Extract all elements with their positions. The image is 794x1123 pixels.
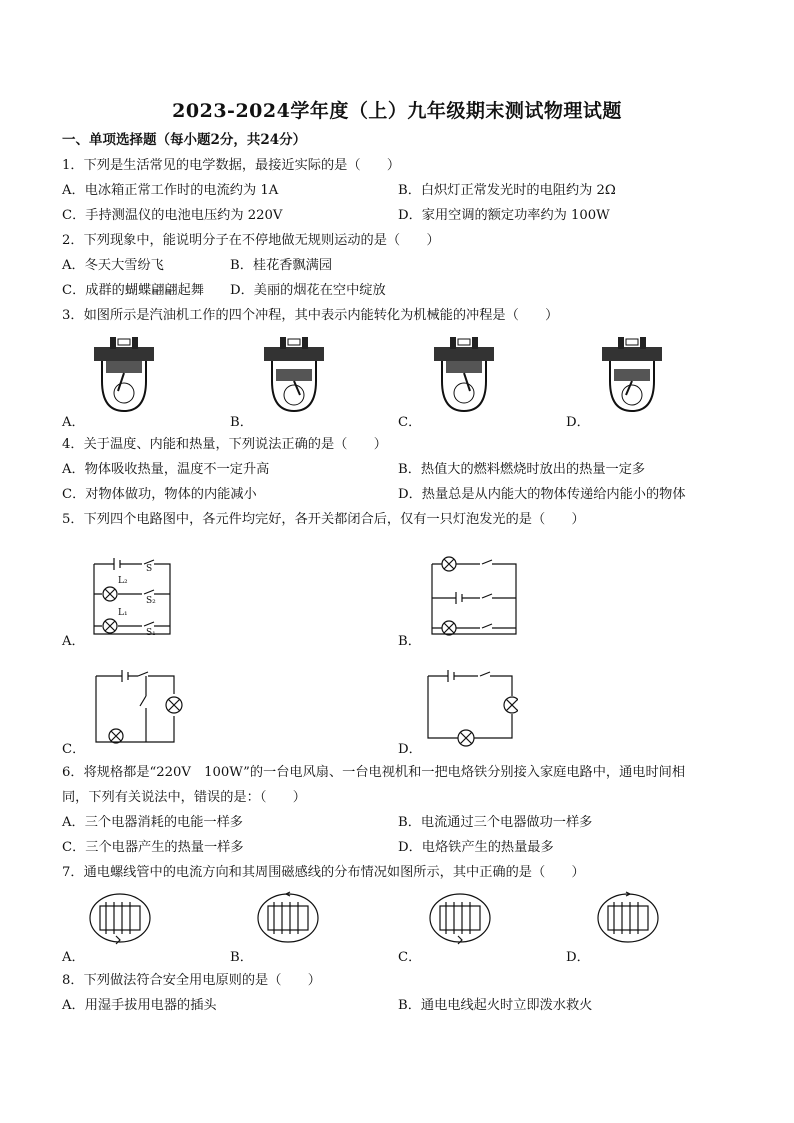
question-8-stem: 8．下列做法符合安全用电原则的是（ ） [62,973,321,988]
switch-s-label: S [146,564,153,574]
question-2-option-a: A．冬天大雪纷飞 [62,258,164,273]
question-6-option-b: B．电流通过三个电器做功一样多 [398,815,593,830]
question-6-stem-line1: 6．将规格都是“220V 100W”的一台电风扇、一台电视机和一把电烙铁分别接入家庭电路中，通电时间相 [62,765,686,780]
question-7-stem: 7．通电螺线管中的电流方向和其周围磁感线的分布情况如图所示，其中正确的是（ ） [62,865,585,880]
question-3-stem: 3．如图所示是汽油机工作的四个冲程，其中表示内能转化为机械能的冲程是（ ） [62,308,559,323]
q5-label-b: B． [398,634,421,649]
circuit-diagram-a [92,548,176,642]
engine-diagram-d [596,335,676,415]
lamp-l1-label: L₁ [118,608,128,618]
question-4-option-a: A．物体吸收热量，温度不一定升高 [62,462,270,477]
question-6-stem-line2: 同，下列有关说法中，错误的是：（ ） [62,790,306,805]
question-5-stem: 5．下列四个电路图中，各元件均完好，各开关都闭合后，仅有一只灯泡发光的是（ ） [62,512,585,527]
engine-diagram-a [88,335,168,415]
section-heading: 一、单项选择题（每小题2分，共24分） [62,132,307,148]
question-1-option-b: B．白炽灯正常发光时的电阻约为 2Ω [398,183,616,198]
question-1-option-d: D．家用空调的额定功率约为 100W [398,208,610,223]
question-6-option-d: D．电烙铁产生的热量最多 [398,840,554,855]
question-4-option-d: D．热量总是从内能大的物体传递给内能小的物体 [398,487,686,502]
circuit-diagram-d [426,666,518,750]
question-8-option-b: B．通电电线起火时立即泼水救火 [398,998,593,1013]
q7-label-b: B． [230,950,253,965]
question-4-option-c: C．对物体做功，物体的内能减小 [62,487,257,502]
circuit-diagram-c [94,666,186,750]
question-2-stem: 2．下列现象中，能说明分子在不停地做无规则运动的是（ ） [62,233,440,248]
q7-label-a: A． [62,950,85,965]
q5-label-a: A． [62,634,85,649]
question-6-option-a: A．三个电器消耗的电能一样多 [62,815,243,830]
question-2-option-d: D．美丽的烟花在空中绽放 [230,283,386,298]
question-6-option-c: C．三个电器产生的热量一样多 [62,840,244,855]
engine-diagram-c [428,335,508,415]
solenoid-diagram-d [596,890,660,950]
solenoid-diagram-c [428,890,492,950]
switch-s1-label: S₁ [146,628,156,638]
q7-label-c: C． [398,950,422,965]
switch-s2-label: S₂ [146,596,156,606]
q7-label-d: D． [566,950,590,965]
solenoid-diagram-b [256,890,320,950]
q3-label-c: C． [398,415,422,430]
question-1-stem: 1．下列是生活常见的电学数据，最接近实际的是（ ） [62,158,401,173]
question-2-option-b: B．桂花香飘满园 [230,258,333,273]
question-4-option-b: B．热值大的燃料燃烧时放出的热量一定多 [398,462,646,477]
q3-label-b: B． [230,415,253,430]
question-1-option-a: A．电冰箱正常工作时的电流约为 1A [62,183,279,198]
engine-diagram-b [258,335,338,415]
question-8-option-a: A．用湿手拔用电器的插头 [62,998,217,1013]
question-2-option-c: C．成群的蝴蝶翩翩起舞 [62,283,204,298]
page-title: 2023-2024学年度（上）九年级期末测试物理试题 [172,100,622,122]
question-4-stem: 4．关于温度、内能和热量，下列说法正确的是（ ） [62,437,387,452]
solenoid-diagram-a [88,890,152,950]
q3-label-a: A． [62,415,85,430]
q3-label-d: D． [566,415,590,430]
question-1-option-c: C．手持测温仪的电池电压约为 220V [62,208,283,223]
q5-label-c: C． [62,742,86,757]
lamp-l2-label: L₂ [118,576,128,586]
q5-label-d: D． [398,742,422,757]
circuit-diagram-b [430,548,520,642]
